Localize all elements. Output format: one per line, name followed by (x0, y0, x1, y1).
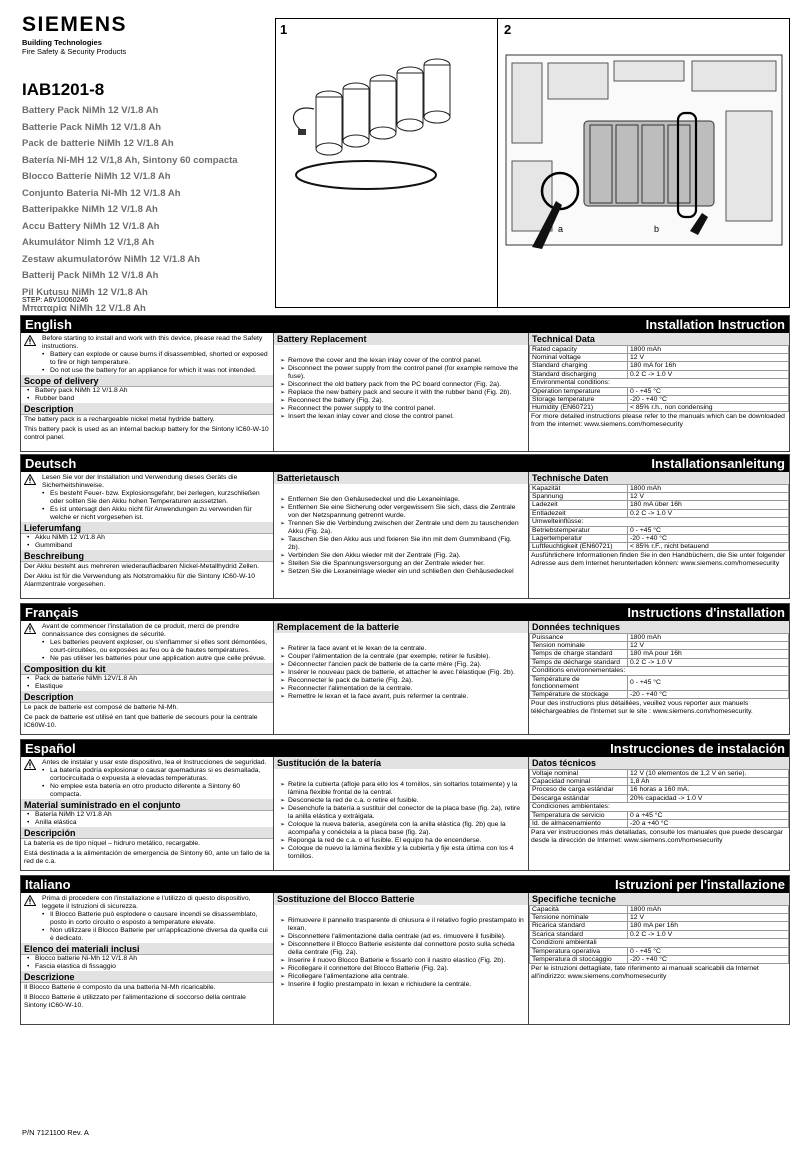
product-title: Zestaw akumulatorów NiMh 12 V/1.8 Ah (22, 253, 201, 265)
safety-column (21, 621, 274, 734)
tech-row (530, 346, 789, 354)
description-text: La batería es de tipo níquel – hidruro metálico, recargable. (24, 840, 201, 847)
tech-key: Voltaje nominal (530, 770, 628, 778)
tech-row (530, 362, 789, 370)
tech-heading: Technische Daten (529, 472, 789, 484)
safety-list (42, 623, 270, 663)
replacement-step: ➢ Entfernen Sie den Gehäusedeckel und die Lexaneinlage. (280, 496, 525, 504)
tech-key: Ladezeit (530, 501, 628, 509)
tech-row (530, 634, 789, 642)
safety-item: Before starting to install and work with this device, please read the Safety instructions. (42, 335, 263, 350)
tech-heading: Specifiche tecniche (529, 893, 789, 905)
conditions-row (530, 691, 789, 699)
product-title: Accu Battery NiMh 12 V/1.8 Ah (22, 220, 160, 232)
replacement-step: ➢ Rimuovere il pannello trasparente di chiusura e il relativo foglio prestampato in lexan. (280, 917, 525, 933)
conditions-row (530, 675, 789, 690)
tech-key: Entladezeit (530, 509, 628, 517)
tech-value: 180 mA for 16h (628, 362, 789, 370)
conditions-row (530, 526, 789, 534)
tech-row (530, 370, 789, 378)
scope-heading: Scope of delivery (21, 375, 273, 387)
safety-item: • Ne pas utiliser les batteries pour une application autre que celle prévue. (42, 655, 270, 663)
replacement-step: ➢ Stellen Sie die Spannungsversorgung an der Zentrale wieder her. (280, 560, 525, 568)
safety-item: • Es besteht Feuer- bzw. Explosionsgefahr, bei zerlegen, kurzschließen oder sollten Sie den Akku hohen Temperaturen aussetzten. (42, 490, 270, 506)
section-columns (21, 333, 789, 451)
description-text: Está destinada a la alimentación de emergencia de Sintony 60, ante un fallo de la red de c.a. (24, 850, 270, 865)
language-section-0 (20, 315, 790, 452)
description-text: Der Akku ist für die Verwendung als Notstromakku für die Sintony IC60-W-10 Alarmzentrale vorgesehen. (24, 573, 256, 588)
tech-column (529, 893, 789, 1024)
safety-block (21, 621, 273, 663)
scope-item: • Gummiband (21, 542, 273, 550)
scope-item: • Pack de batterie NiMh 12V/1.8 Ah (21, 675, 273, 683)
scope-heading: Material suministrado en el conjunto (21, 799, 273, 811)
description-text: Le pack de batterie est composé de batterie Ni-Mh. (24, 704, 179, 711)
description-text: Il Blocco Batterie è utilizzato per l'alimentazione di soccorso della centrale Sintony IC60-W-10. (24, 994, 246, 1009)
replacement-step: ➢ Reconnecter l'alimentation de la centrale. (280, 685, 525, 693)
replacement-step: ➢ Inserire il nuovo Blocco Batterie e fissarlo con il nastro elastico (Fig. 2b). (280, 957, 525, 965)
section-title-bar (21, 740, 789, 757)
tech-row (530, 642, 789, 650)
replacement-step: ➢ Insérer le nouveau pack de batterie, et attacher le avec l'élastique (Fig. 2b). (280, 669, 525, 677)
safety-list (42, 335, 270, 375)
replacement-heading: Sostituzione del Blocco Batterie (274, 893, 528, 905)
control-panel-illustration (502, 51, 787, 251)
conditions-table (529, 947, 789, 964)
replacement-step: ➢ Disconnettere l'alimentazione dalla centrale (ad es. rimuovere il fusibile). (280, 933, 525, 941)
replacement-step: ➢ Remettre le lexan et la face avant, puis refermer la centrale. (280, 693, 525, 701)
conditions-value: 0 - +45 °C (628, 675, 789, 690)
figure-label-b: b (654, 224, 660, 234)
conditions-row (530, 543, 789, 551)
figure-2-number: 2 (504, 22, 512, 37)
replacement-step: ➢ Insert the lexan inlay cover and close the control panel. (280, 413, 525, 421)
description-text: This battery pack is used as an internal backup battery for the Sintony IC60-W-10 control panel. (24, 426, 269, 441)
tech-value: 0.2 C -> 1.0 V (628, 509, 789, 517)
tech-value: 16 horas a 160 mA. (628, 786, 789, 794)
replacement-column (274, 757, 529, 870)
replacement-step: ➢ Trennen Sie die Verbindung zwischen der Zentrale und dem zu tauschenden Akku (Fig. 2a). (280, 520, 525, 536)
tech-row (530, 509, 789, 517)
safety-block (21, 472, 273, 522)
conditions-table (529, 811, 789, 828)
warning-icon (24, 895, 36, 906)
section-title-bar (21, 455, 789, 472)
manual-note: Pour des instructions plus détaillées, veuillez vous reporter aux manuels téléchargeables de l'Internet sur le site : www.siemens.com/homesecurity. (531, 700, 753, 716)
tech-key: Capacidad nominal (530, 778, 628, 786)
product-title: Batterie Pack NiMh 12 V/1.8 Ah (22, 121, 162, 133)
safety-block (21, 757, 273, 799)
section-title: Instructions d'installation (627, 605, 785, 620)
tech-table (529, 633, 789, 667)
replacement-step: ➢ Reconnect the power supply to the control panel. (280, 405, 525, 413)
tech-row (530, 906, 789, 914)
replacement-step: ➢ Retirer la face avant et le lexan de la centrale. (280, 645, 525, 653)
conditions-key: Temperatura di stoccaggio (530, 956, 628, 964)
section-language: Español (25, 741, 76, 756)
replacement-step: ➢ Desenchufe la batería a sustituir del conector de la placa base (fig. 2a), retire la anilla elástica y extráigala. (280, 805, 525, 821)
conditions-key: Luftfeuchtigkeit (EN60721) (530, 543, 628, 551)
tech-key: Tensione nominale (530, 914, 628, 922)
tech-key: Capacità (530, 906, 628, 914)
replacement-step: ➢ Ricollegare l'alimentazione alla centrale. (280, 973, 525, 981)
replacement-step: ➢ Retire la cubierta (afloje para ello los 4 tornillos, sin soltarlos totalmente) y la lámina flexible frontal de la central. (280, 781, 525, 797)
conditions-key: Temperatura de servicio (530, 811, 628, 819)
conditions-table (529, 526, 789, 552)
tech-value: 0.2 C -> 1.0 V (628, 370, 789, 378)
replacement-step: ➢ Coloque de nuevo la lámina flexible y la cubierta y fije esta última con los 4 tornillos. (280, 845, 525, 861)
conditions-value: -20 - +40 °C (628, 535, 789, 543)
tech-table (529, 345, 789, 379)
description-heading: Descripción (21, 827, 273, 839)
tech-row (530, 778, 789, 786)
tech-heading: Données techniques (529, 621, 789, 633)
tech-table (529, 769, 789, 803)
section-title: Instrucciones de instalación (610, 741, 785, 756)
safety-item: • Battery can explode or cause burns if disassembled, shorted or exposed to fire or high temperature. (42, 351, 270, 367)
scope-list (21, 811, 273, 827)
conditions-table (529, 387, 789, 413)
replacement-heading: Battery Replacement (274, 333, 528, 345)
tech-value: 0.2 C -> 1.0 V (628, 930, 789, 938)
tech-key: Nominal voltage (530, 354, 628, 362)
tech-row (530, 786, 789, 794)
safety-column (21, 472, 274, 598)
safety-list (42, 474, 270, 522)
product-title: Akumulátor Nimh 12 V/1,8 Ah (22, 237, 155, 248)
tech-value: 180 mA pour 16h (628, 650, 789, 658)
replacement-step: ➢ Setzen Sie die Lexaneinlage wieder ein und schließen den Gehäusedeckel (280, 568, 525, 576)
step-number: STEP: A6V10060246 (22, 297, 89, 304)
tech-value: 180 mA über 16h (628, 501, 789, 509)
replacement-column (274, 621, 529, 734)
tech-heading: Datos técnicos (529, 757, 789, 769)
language-section-4 (20, 875, 790, 1025)
scope-heading: Composition du kit (21, 663, 273, 675)
section-columns (21, 757, 789, 870)
description-heading: Description (21, 691, 273, 703)
safety-item: • Do not use the battery for an appliance for which it was not intended. (42, 367, 270, 375)
product-title: Batterij Pack NiMh 12 V/1.8 Ah (22, 270, 159, 281)
section-title-bar (21, 316, 789, 333)
conditions-row (530, 387, 789, 395)
section-columns (21, 621, 789, 734)
warning-icon (24, 474, 36, 485)
conditions-row (530, 947, 789, 955)
tech-key: Puissance (530, 634, 628, 642)
section-language: Français (25, 605, 79, 620)
replacement-steps (274, 905, 528, 989)
replacement-column (274, 893, 529, 1024)
replacement-heading: Remplacement de la batterie (274, 621, 528, 633)
safety-column (21, 893, 274, 1024)
description-heading: Descrizione (21, 971, 273, 983)
conditions-heading: Condiciones ambientales: (529, 803, 789, 811)
conditions-table (529, 675, 789, 700)
conditions-value: < 85% r.h., non condensing (628, 404, 789, 412)
scope-item: • Akku NiMh 12 V/1.8 Ah (21, 534, 273, 542)
replacement-column (274, 472, 529, 598)
section-title-bar (21, 604, 789, 621)
safety-item: • La batería podría explosionar o causar quemaduras si es desmallada, cortocircuitada o expuesta a elevadas temperaturas. (42, 767, 270, 783)
tech-key: Tension nominale (530, 642, 628, 650)
model-number: IAB1201-8 (22, 80, 105, 99)
replacement-steps (274, 633, 528, 701)
tech-value: 12 V (628, 914, 789, 922)
replacement-step: ➢ Reponga la red de c.a. o el fusible. El equipo ha de encenderse. (280, 837, 525, 845)
product-title: Pil Kutusu NiMh 12 V/1.8 Ah (22, 286, 148, 298)
tech-row (530, 794, 789, 802)
safety-item: Prima di procedere con l'installazione e l'utilizzo di questo dispositivo, leggete il Istruzioni di sicurezza. (42, 895, 251, 910)
conditions-key: Id. de almacenamiento (530, 820, 628, 828)
conditions-key: Operation temperature (530, 387, 628, 395)
tech-row (530, 770, 789, 778)
tech-value: 12 V (10 elementos de 1,2 V en serie). (628, 770, 789, 778)
safety-list (42, 759, 270, 799)
safety-item: Avant de commencer l'installation de ce produit, merci de prendre connaissance des consignes de sécurité. (42, 623, 240, 638)
tech-key: Temps de charge standard (530, 650, 628, 658)
tech-value: 0.2 C -> 1.0 V (628, 658, 789, 666)
conditions-key: Lagertemperatur (530, 535, 628, 543)
description-text: The battery pack is a rechargeable nickel metal hydride battery. (24, 416, 215, 423)
section-columns (21, 893, 789, 1024)
manual-note: Ausführlichere Informationen finden Sie in den Handbüchern, die Sie unter folgender Adresse aus dem Internet herunterladen können: www.siemens.com/homesecurity (531, 552, 786, 568)
section-language: Deutsch (25, 456, 77, 471)
safety-item: Antes de instalar y usar este dispositivo, lea el Instrucciones de seguridad. (42, 759, 267, 766)
tech-heading: Technical Data (529, 333, 789, 345)
replacement-step: ➢ Coloque la nueva batería, asegúrela con la anilla elástica (fig. 2b) que la acompaña y conéctela a la placa base (fig. 2a). (280, 821, 525, 837)
tech-row (530, 501, 789, 509)
tech-column (529, 757, 789, 870)
replacement-column (274, 333, 529, 451)
tech-key: Rated capacity (530, 346, 628, 354)
tech-value: 1800 mAh (628, 906, 789, 914)
product-title: Μπαταρία NiMh 12 V/1.8 Ah (22, 303, 146, 314)
replacement-step: ➢ Remove the cover and the lexan inlay cover of the control panel. (280, 357, 525, 365)
safety-column (21, 757, 274, 870)
replacement-heading: Sustitución de la batería (274, 757, 528, 769)
replacement-step: ➢ Disconnettere il Blocco Batterie esistente dal connettore posto sulla scheda della centrale (Fig. 2a). (280, 941, 525, 957)
siemens-logo: SIEMENS (22, 13, 128, 36)
scope-item: • Fascia elastica di fissaggio (21, 963, 273, 971)
replacement-step: ➢ Disconnect the power supply from the control panel (for example remove the fuse). (280, 365, 525, 381)
tech-value: 1800 mAh (628, 485, 789, 493)
conditions-value: -20 - +40 °C (628, 956, 789, 964)
conditions-row (530, 956, 789, 964)
product-title: Battery Pack NiMh 12 V/1.8 Ah (22, 105, 159, 116)
product-title: Blocco Batterie NiMh 12 V/1.8 Ah (22, 171, 171, 182)
product-title: Batería Ni-MH 12 V/1,8 Ah, Sintony 60 compacta (22, 154, 238, 166)
conditions-key: Température de fonctionnement (530, 675, 628, 690)
section-title: Installationsanleitung (651, 456, 785, 471)
tech-value: 20% capacidad -> 1.0 V (628, 794, 789, 802)
warning-icon (24, 759, 36, 770)
tech-key: Descarga estándar (530, 794, 628, 802)
tech-value: 12 V (628, 354, 789, 362)
scope-heading: Lieferumfang (21, 522, 273, 534)
tech-value: 1,8 Ah (628, 778, 789, 786)
replacement-step: ➢ Entfernen Sie eine Sicherung oder vergewissern Sie sich, dass die Zentrale von der Netzspannung getrennt wurde. (280, 504, 525, 520)
section-language: Italiano (25, 877, 71, 892)
language-section-3 (20, 739, 790, 871)
conditions-key: Betriebstemperatur (530, 526, 628, 534)
language-section-2 (20, 603, 790, 735)
tech-table (529, 484, 789, 518)
manual-note: Per le istruzioni dettagliate, fate riferimento ai manuali scaricabili da Internet all'indirizzo: www.siemens.com/homesecurity (531, 965, 759, 981)
product-title: Pack de batterie NiMh 12 V/1.8 Ah (22, 138, 174, 149)
replacement-steps (274, 484, 528, 576)
tech-key: Standard discharging (530, 370, 628, 378)
replacement-step: ➢ Tauschen Sie den Akku aus und fixieren Sie ihn mit dem Gummiband (Fig. 2b). (280, 536, 525, 552)
tech-row (530, 493, 789, 501)
section-language: English (25, 317, 72, 332)
safety-item: • Non utilizzare il Blocco Batterie per un'applicazione diversa da quella cui è dedicato. (42, 927, 270, 943)
product-title: Conjunto Bateria Ni-Mh 12 V/1.8 Ah (22, 187, 181, 199)
conditions-value: 0 a +45 °C (628, 811, 789, 819)
conditions-key: Storage temperature (530, 396, 628, 404)
conditions-value: -20 - +40 °C (628, 396, 789, 404)
scope-item: • Rubber band (21, 395, 273, 403)
tech-key: Standard charging (530, 362, 628, 370)
tech-value: 1800 mAh (628, 634, 789, 642)
tech-row (530, 914, 789, 922)
figure-label-a: a (558, 224, 564, 234)
safety-block (21, 333, 273, 375)
tech-row (530, 650, 789, 658)
scope-heading: Elenco dei materiali inclusi (21, 943, 273, 955)
replacement-step: ➢ Verbinden Sie den Akku wieder mit der Zentrale (Fig. 2a). (280, 552, 525, 560)
tech-row (530, 930, 789, 938)
safety-list (42, 895, 270, 943)
tech-key: Temps de décharge standard (530, 658, 628, 666)
section-title: Istruzioni per l'installazione (615, 877, 785, 892)
description-text: Il Blocco Batterie è composto da una batteria Ni-Mh ricaricabile. (24, 984, 216, 991)
figure-panel (275, 18, 790, 308)
replacement-step: ➢ Déconnecter l'ancien pack de batterie de la carte mère (Fig. 2a). (280, 661, 525, 669)
description-heading: Description (21, 403, 273, 415)
conditions-key: Température de stockage (530, 691, 628, 699)
safety-item: • Les batteries peuvent exploser, ou s'enflammer si elles sont démontées, court-circuitées, ou exposées au feu ou à de hautes températures. (42, 639, 270, 655)
replacement-heading: Batterietausch (274, 472, 528, 484)
scope-item: • Blocco batterie Ni-Mh 12 V/1.8 Ah (21, 955, 273, 963)
scope-item: • Batería NiMh 12 V/1.8 Ah (21, 811, 273, 819)
safety-item: • No emplee esta batería en otro producto diferente a Sintony 60 compacta. (42, 783, 270, 799)
tech-key: Kapazität (530, 485, 628, 493)
manual-note: For more detailed instructions please refer to the manuals which can be downloaded from the internet: www.siemens.com/homesecurity (531, 413, 785, 429)
replacement-steps (274, 345, 528, 421)
conditions-value: -20 a +40 °C (628, 820, 789, 828)
conditions-heading: Condizioni ambientali (529, 939, 789, 947)
tech-row (530, 485, 789, 493)
description-text: Der Akku besteht aus mehreren wiederaufladbaren Nickel-Metallhydrid Zellen. (24, 563, 259, 570)
conditions-row (530, 404, 789, 412)
safety-column (21, 333, 274, 451)
replacement-step: ➢ Couper l'alimentation de la centrale (par exemple, retirer le fusible). (280, 653, 525, 661)
conditions-heading: Environmental conditions: (529, 379, 789, 387)
scope-list (21, 534, 273, 550)
part-number: P/N 7121100 Rev. A (22, 1128, 89, 1137)
tech-column (529, 472, 789, 598)
conditions-heading: Conditions environnementales: (529, 667, 789, 675)
tech-column (529, 621, 789, 734)
warning-icon (24, 335, 36, 346)
conditions-row (530, 820, 789, 828)
tech-key: Proceso de carga estándar (530, 786, 628, 794)
tech-row (530, 658, 789, 666)
manual-note: Para ver instrucciones más detalladas, consulte los manuales que puede descargar desde la dirección de Internet: www.siemens.com/homesecurity (531, 829, 784, 845)
scope-item: • Battery pack NiMh 12 V/1.8 Ah (21, 387, 273, 395)
safety-item: Lesen Sie vor der Installation und Verwendung dieses Geräts die Sicherheitshinweise. (42, 474, 238, 489)
safety-item: • Es ist untersagt den Akku nicht für Anwendungen zu verwenden für welche er nicht vorgesehen ist. (42, 506, 270, 522)
conditions-heading: Umwelteinflüsse: (529, 518, 789, 526)
section-title: Installation Instruction (645, 317, 785, 332)
section-columns (21, 472, 789, 598)
tech-row (530, 354, 789, 362)
conditions-value: 0 - +45 °C (628, 526, 789, 534)
conditions-value: -20 - +40 °C (628, 691, 789, 699)
section-title-bar (21, 876, 789, 893)
tech-key: Ricarica standard (530, 922, 628, 930)
tech-value: 1800 mAh (628, 346, 789, 354)
tech-value: 180 mA per 16h (628, 922, 789, 930)
product-title: Batteripakke NiMh 12 V/1.8 Ah (22, 204, 158, 215)
conditions-value: 0 - +45 °C (628, 947, 789, 955)
conditions-value: 0 - +45 °C (628, 387, 789, 395)
conditions-key: Humidity (EN60721) (530, 404, 628, 412)
subdivision-label: Fire Safety & Security Products (22, 47, 127, 56)
tech-row (530, 922, 789, 930)
tech-value: 12 V (628, 642, 789, 650)
scope-list (21, 387, 273, 403)
tech-key: Spannung (530, 493, 628, 501)
conditions-row (530, 535, 789, 543)
replacement-steps (274, 769, 528, 861)
conditions-key: Temperatura operativa (530, 947, 628, 955)
replacement-step: ➢ Reconnecter le pack de batterie (Fig. 2a). (280, 677, 525, 685)
scope-list (21, 955, 273, 971)
product-title-list (22, 104, 272, 319)
replacement-step: ➢ Replace the new battery pack and secure it with the rubber band (Fig. 2b). (280, 389, 525, 397)
figure-divider (497, 19, 498, 307)
description-text: Ce pack de batterie est utilisé en tant que batterie de secours pour la centrale IC60W-10. (24, 714, 258, 729)
conditions-row (530, 396, 789, 404)
language-section-1 (20, 454, 790, 599)
scope-list (21, 675, 273, 691)
description-heading: Beschreibung (21, 550, 273, 562)
replacement-step: ➢ Disconnect the old battery pack from the PC board connector (Fig. 2a). (280, 381, 525, 389)
scope-item: • Elastique (21, 683, 273, 691)
replacement-step: ➢ Desconecte la red de c.a. o retire el fusible. (280, 797, 525, 805)
tech-table (529, 905, 789, 939)
division-label: Building Technologies (22, 38, 102, 47)
replacement-step: ➢ Reconnect the battery (Fig. 2a). (280, 397, 525, 405)
conditions-row (530, 811, 789, 819)
replacement-step: ➢ Ricollegare il connettore del Blocco Batterie (Fig. 2a). (280, 965, 525, 973)
figure-1-number: 1 (280, 22, 288, 37)
conditions-value: < 85% r.F., nicht betauend (628, 543, 789, 551)
tech-column (529, 333, 789, 451)
battery-pack-illustration (284, 49, 489, 209)
warning-icon (24, 623, 36, 634)
safety-block (21, 893, 273, 943)
tech-value: 12 V (628, 493, 789, 501)
safety-item: • Il Blocco Batterie può esplodere o causare incendi se disassemblato, posto in corto circuito o esposto a temperature elevate. (42, 911, 270, 927)
scope-item: • Anilla elástica (21, 819, 273, 827)
tech-key: Scarica standard (530, 930, 628, 938)
replacement-step: ➢ Inserire il foglio prestampato in lexan e richiudere la centrale. (280, 981, 525, 989)
